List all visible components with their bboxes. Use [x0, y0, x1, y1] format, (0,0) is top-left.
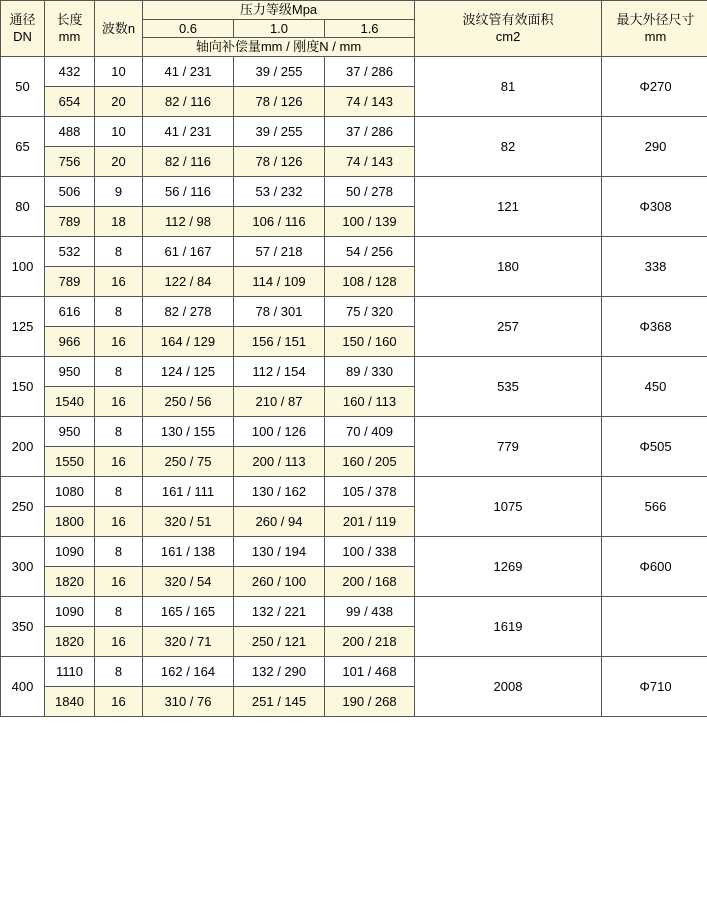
table-row: [1, 536, 707, 566]
cell-pressure-16: 105 / 378: [325, 476, 415, 506]
cell-pressure-06: 124 / 125: [143, 356, 234, 386]
cell-effective-area: 81: [415, 56, 602, 116]
table-body: [1, 56, 707, 716]
cell-length: 1550: [45, 446, 95, 476]
header-waves: 波数n: [95, 1, 143, 57]
header-length: [45, 1, 95, 57]
cell-waves: 8: [95, 536, 143, 566]
cell-pressure-06: 130 / 155: [143, 416, 234, 446]
cell-pressure-16: 200 / 218: [325, 626, 415, 656]
cell-waves: 8: [95, 356, 143, 386]
cell-pressure-06: 82 / 116: [143, 146, 234, 176]
header-area-unit: cm2: [495, 29, 521, 45]
cell-pressure-06: 82 / 278: [143, 296, 234, 326]
cell-length: 950: [45, 416, 95, 446]
cell-pressure-16: 160 / 205: [325, 446, 415, 476]
cell-length: 1540: [45, 386, 95, 416]
cell-effective-area: 257: [415, 296, 602, 356]
cell-pressure-10: 53 / 232: [234, 176, 325, 206]
cell-pressure-06: 320 / 51: [143, 506, 234, 536]
cell-dn: 200: [1, 416, 45, 476]
cell-pressure-06: 122 / 84: [143, 266, 234, 296]
cell-waves: 8: [95, 596, 143, 626]
cell-dn: 125: [1, 296, 45, 356]
cell-length: 654: [45, 86, 95, 116]
cell-pressure-10: 132 / 290: [234, 656, 325, 686]
table-row: [1, 656, 707, 686]
cell-waves: 10: [95, 56, 143, 86]
cell-pressure-10: 250 / 121: [234, 626, 325, 656]
cell-pressure-10: 260 / 100: [234, 566, 325, 596]
cell-max-od: Φ710: [602, 656, 707, 716]
table-row: [1, 356, 707, 386]
cell-length: 506: [45, 176, 95, 206]
cell-pressure-16: 101 / 468: [325, 656, 415, 686]
cell-waves: 18: [95, 206, 143, 236]
cell-length: 950: [45, 356, 95, 386]
cell-pressure-10: 130 / 194: [234, 536, 325, 566]
cell-pressure-06: 320 / 54: [143, 566, 234, 596]
cell-pressure-16: 108 / 128: [325, 266, 415, 296]
cell-max-od: [602, 596, 707, 656]
cell-pressure-10: 130 / 162: [234, 476, 325, 506]
cell-pressure-10: 106 / 116: [234, 206, 325, 236]
cell-pressure-16: 54 / 256: [325, 236, 415, 266]
cell-effective-area: 1269: [415, 536, 602, 596]
cell-dn: 50: [1, 56, 45, 116]
cell-pressure-10: 39 / 255: [234, 116, 325, 146]
table-row: [1, 176, 707, 206]
header-dn: [1, 1, 45, 57]
cell-length: 616: [45, 296, 95, 326]
cell-pressure-10: 100 / 126: [234, 416, 325, 446]
header-length-label: 长度: [56, 11, 83, 27]
table-row: [1, 596, 707, 626]
cell-waves: 10: [95, 116, 143, 146]
cell-pressure-16: 100 / 338: [325, 536, 415, 566]
cell-pressure-16: 37 / 286: [325, 56, 415, 86]
cell-pressure-16: 74 / 143: [325, 146, 415, 176]
cell-pressure-16: 201 / 119: [325, 506, 415, 536]
cell-pressure-06: 320 / 71: [143, 626, 234, 656]
cell-length: 789: [45, 206, 95, 236]
cell-pressure-10: 78 / 126: [234, 146, 325, 176]
cell-pressure-06: 41 / 231: [143, 56, 234, 86]
cell-dn: 80: [1, 176, 45, 236]
cell-pressure-06: 41 / 231: [143, 116, 234, 146]
cell-length: 1090: [45, 596, 95, 626]
cell-pressure-10: 78 / 126: [234, 86, 325, 116]
cell-max-od: 450: [602, 356, 707, 416]
table-row: [1, 116, 707, 146]
cell-pressure-16: 99 / 438: [325, 596, 415, 626]
cell-dn: 250: [1, 476, 45, 536]
cell-length: 756: [45, 146, 95, 176]
cell-pressure-10: 260 / 94: [234, 506, 325, 536]
cell-dn: 350: [1, 596, 45, 656]
cell-max-od: Φ270: [602, 56, 707, 116]
cell-waves: 16: [95, 326, 143, 356]
cell-waves: 20: [95, 86, 143, 116]
cell-pressure-16: 75 / 320: [325, 296, 415, 326]
cell-length: 432: [45, 56, 95, 86]
cell-pressure-06: 161 / 138: [143, 536, 234, 566]
cell-pressure-06: 310 / 76: [143, 686, 234, 716]
header-compensation: 轴向补偿量mm / 刚度N / mm: [143, 38, 415, 57]
cell-pressure-06: 162 / 164: [143, 656, 234, 686]
cell-waves: 16: [95, 566, 143, 596]
header-pressure-16: 1.6: [325, 19, 415, 38]
cell-max-od: 338: [602, 236, 707, 296]
table-row: [1, 416, 707, 446]
cell-waves: 16: [95, 686, 143, 716]
cell-pressure-10: 39 / 255: [234, 56, 325, 86]
cell-pressure-16: 74 / 143: [325, 86, 415, 116]
table-row: [1, 236, 707, 266]
cell-pressure-06: 82 / 116: [143, 86, 234, 116]
header-pressure-group: 压力等级Mpa: [143, 1, 415, 20]
cell-effective-area: 535: [415, 356, 602, 416]
cell-effective-area: 2008: [415, 656, 602, 716]
cell-waves: 8: [95, 296, 143, 326]
header-od-label: 最大外径尺寸: [616, 11, 695, 27]
cell-pressure-10: 200 / 113: [234, 446, 325, 476]
cell-effective-area: 779: [415, 416, 602, 476]
cell-effective-area: 121: [415, 176, 602, 236]
cell-pressure-06: 161 / 111: [143, 476, 234, 506]
table-row: [1, 56, 707, 86]
cell-pressure-16: 89 / 330: [325, 356, 415, 386]
cell-waves: 20: [95, 146, 143, 176]
cell-pressure-06: 112 / 98: [143, 206, 234, 236]
cell-pressure-10: 114 / 109: [234, 266, 325, 296]
cell-effective-area: 180: [415, 236, 602, 296]
cell-max-od: Φ505: [602, 416, 707, 476]
cell-pressure-16: 190 / 268: [325, 686, 415, 716]
cell-effective-area: 1075: [415, 476, 602, 536]
cell-pressure-06: 250 / 75: [143, 446, 234, 476]
cell-length: 488: [45, 116, 95, 146]
cell-pressure-16: 100 / 139: [325, 206, 415, 236]
cell-waves: 16: [95, 626, 143, 656]
cell-max-od: Φ368: [602, 296, 707, 356]
cell-pressure-10: 112 / 154: [234, 356, 325, 386]
cell-waves: 8: [95, 236, 143, 266]
header-effective-area: [415, 1, 602, 57]
cell-max-od: 566: [602, 476, 707, 536]
cell-dn: 100: [1, 236, 45, 296]
cell-waves: 8: [95, 476, 143, 506]
cell-waves: 16: [95, 446, 143, 476]
cell-pressure-06: 164 / 129: [143, 326, 234, 356]
header-max-od: [602, 1, 707, 57]
cell-waves: 16: [95, 386, 143, 416]
cell-length: 1820: [45, 626, 95, 656]
cell-effective-area: 82: [415, 116, 602, 176]
cell-dn: 150: [1, 356, 45, 416]
header-length-unit: mm: [58, 29, 81, 45]
cell-waves: 8: [95, 416, 143, 446]
cell-length: 1840: [45, 686, 95, 716]
cell-length: 966: [45, 326, 95, 356]
cell-length: 789: [45, 266, 95, 296]
cell-pressure-06: 165 / 165: [143, 596, 234, 626]
table-row: [1, 296, 707, 326]
cell-pressure-16: 70 / 409: [325, 416, 415, 446]
table-header: [1, 1, 707, 57]
cell-waves: 16: [95, 266, 143, 296]
cell-waves: 8: [95, 656, 143, 686]
header-dn-unit: DN: [13, 29, 32, 45]
cell-waves: 16: [95, 506, 143, 536]
cell-max-od: Φ308: [602, 176, 707, 236]
cell-effective-area: 1619: [415, 596, 602, 656]
header-od-unit: mm: [644, 29, 667, 45]
cell-pressure-10: 57 / 218: [234, 236, 325, 266]
cell-dn: 400: [1, 656, 45, 716]
cell-pressure-16: 200 / 168: [325, 566, 415, 596]
cell-pressure-10: 251 / 145: [234, 686, 325, 716]
cell-length: 532: [45, 236, 95, 266]
cell-length: 1800: [45, 506, 95, 536]
cell-max-od: Φ600: [602, 536, 707, 596]
cell-length: 1110: [45, 656, 95, 686]
cell-pressure-16: 160 / 113: [325, 386, 415, 416]
cell-length: 1820: [45, 566, 95, 596]
cell-length: 1080: [45, 476, 95, 506]
cell-length: 1090: [45, 536, 95, 566]
cell-dn: 65: [1, 116, 45, 176]
cell-pressure-10: 156 / 151: [234, 326, 325, 356]
cell-pressure-10: 132 / 221: [234, 596, 325, 626]
cell-pressure-10: 210 / 87: [234, 386, 325, 416]
cell-pressure-16: 50 / 278: [325, 176, 415, 206]
header-pressure-10: 1.0: [234, 19, 325, 38]
cell-pressure-16: 150 / 160: [325, 326, 415, 356]
header-area-label: 波纹管有效面积: [462, 11, 554, 27]
cell-max-od: 290: [602, 116, 707, 176]
table-row: [1, 476, 707, 506]
cell-pressure-16: 37 / 286: [325, 116, 415, 146]
header-pressure-06: 0.6: [143, 19, 234, 38]
cell-waves: 9: [95, 176, 143, 206]
cell-dn: 300: [1, 536, 45, 596]
cell-pressure-06: 56 / 116: [143, 176, 234, 206]
cell-pressure-10: 78 / 301: [234, 296, 325, 326]
cell-pressure-06: 250 / 56: [143, 386, 234, 416]
header-dn-label: 通径: [9, 11, 36, 27]
header-row-1: [1, 1, 707, 20]
cell-pressure-06: 61 / 167: [143, 236, 234, 266]
